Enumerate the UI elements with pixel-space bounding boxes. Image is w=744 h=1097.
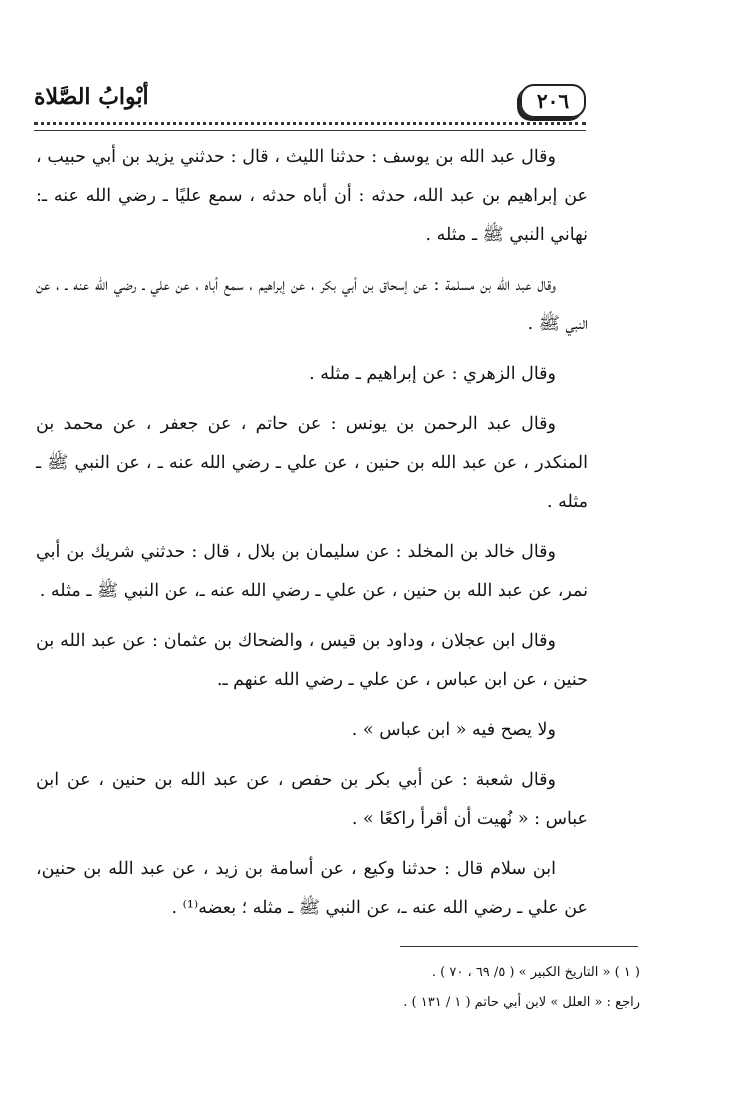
paragraph: وقال عبد الله بن مسلمة : عن إسحاق بن أبي بكر ، عن إبراهيم ، سمع أباه ، عن علي ـ رضي الله عنه ـ ، عن النبي ﷺ . [36, 275, 588, 334]
footnote: راجع : « العلل » لابن أبي حاتم ( ١ / ١٣١ ) . [403, 995, 640, 1010]
body-text [36, 138, 588, 939]
footnote-rule [400, 946, 638, 947]
paragraph: ابن سلام قال : حدثنا وكيع ، عن أسامة بن زيد ، عن عبد الله بن حنين، عن علي ـ رضي الله عنه ـ، عن النبي ﷺ ـ مثله ؛ بعضه⁽¹⁾ . [36, 859, 588, 918]
paragraph: وقال خالد بن المخلد : عن سليمان بن بلال ، قال : حدثني شريك بن أبي نمر، عن عبد الله بن حنين ، عن علي ـ رضي الله عنه ـ، عن النبي ﷺ ـ مثله . [36, 542, 588, 601]
header-rule [34, 122, 586, 131]
page-number: ٢٠٦ [520, 84, 586, 118]
footnote: ( ١ ) « التاريخ الكبير » ( ٥/ ٦٩ ، ٧٠ ) . [431, 965, 640, 980]
paragraph: وقال عبد الرحمن بن يونس : عن حاتم ، عن جعفر ، عن محمد بن المنكدر ، عن عبد الله بن حنين ، عن علي ـ رضي الله عنه ـ ، عن النبي ﷺ ـ مثله . [36, 414, 588, 512]
running-title: أبْوابُ الصَّلاة [34, 84, 149, 110]
paragraph: ولا يصح فيه « ابن عباس » . [351, 720, 556, 740]
paragraph: وقال عبد الله بن يوسف : حدثنا الليث ، قال : حدثني يزيد بن أبي حبيب ، عن إبراهيم بن عبد الله، حدثه : أن أباه حدثه ، سمع عليًا ـ رضي الله عنه ـ: نهاني النبي ﷺ ـ مثله . [36, 147, 588, 245]
paragraph: وقال شعبة : عن أبي بكر بن حفص ، عن عبد الله بن حنين ، عن ابن عباس : « نُهيت أن أقرأ راكعًا » . [36, 770, 588, 829]
paragraph: وقال الزهري : عن إبراهيم ـ مثله . [309, 364, 556, 384]
page-header [34, 78, 586, 120]
paragraph: وقال ابن عجلان ، وداود بن قيس ، والضحاك بن عثمان : عن عبد الله بن حنين ، عن ابن عباس ، عن علي ـ رضي الله عنهم ـ. [36, 631, 588, 690]
footnotes [200, 958, 640, 1018]
